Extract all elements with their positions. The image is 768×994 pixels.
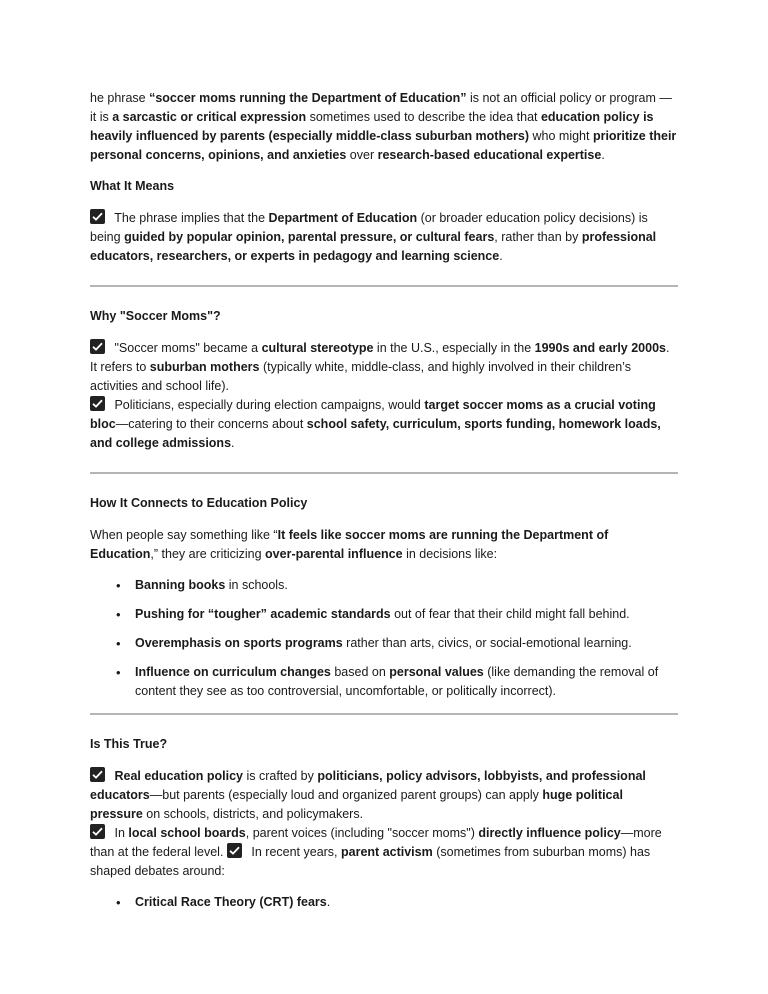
intro-paragraph (90, 89, 678, 165)
text: based on (330, 665, 390, 679)
bold-text: over-parental influence (265, 547, 403, 561)
text: on schools, districts, and policymakers. (142, 807, 364, 821)
check-mark-icon (90, 339, 105, 354)
why-soccer-moms-paragraph-2 (90, 396, 678, 453)
bold-text: personal values (389, 665, 484, 679)
bold-text: Pushing for “tougher” academic standards (135, 607, 391, 621)
text: in decisions like: (402, 547, 498, 561)
check-mark-icon (90, 824, 105, 839)
influence-list (90, 576, 678, 701)
divider (90, 285, 678, 287)
bold-text: Real education policy (111, 769, 243, 783)
bold-text: parent activism (341, 845, 433, 859)
debate-list (90, 893, 678, 912)
text: (or broader education policy decisions) is being (90, 211, 648, 244)
bold-text: “soccer moms running the Department of Education” (149, 91, 467, 105)
section-heading-what-it-means: What It Means (90, 179, 175, 193)
bold-text: research-based educational expertise (377, 148, 602, 162)
section-heading-why-soccer-moms: Why "Soccer Moms"? (90, 309, 221, 323)
text: is not an official policy or program — it is (90, 91, 672, 124)
text: rather than arts, civics, or social-emotional learning. (342, 636, 632, 650)
text: who might (529, 129, 593, 143)
text: ,” they are criticizing (150, 547, 266, 561)
section-heading-education-policy: How It Connects to Education Policy (90, 496, 308, 510)
is-this-true-paragraph-1 (90, 767, 678, 824)
bullet: • (116, 607, 121, 622)
bold-text: school safety, curriculum, sports funding, homework loads, and college admissions (90, 417, 661, 450)
text: (like demanding the removal of content they see as too controversial, uncomfortable, or politically incorrect). (135, 665, 659, 698)
education-policy-paragraph (90, 526, 678, 564)
text: When people say something like “ (90, 528, 278, 542)
is-this-true-paragraph-2 (90, 824, 678, 881)
text: The phrase implies that the (111, 211, 269, 225)
text: —more than at the federal level. (90, 826, 662, 859)
text: (typically white, middle-class, and highly involved in their children’s activities and school life). (90, 360, 631, 393)
what-it-means-paragraph (90, 209, 678, 266)
text: in the U.S., especially in the (373, 341, 535, 355)
text: out of fear that their child might fall behind. (390, 607, 630, 621)
text: "Soccer moms" became a (111, 341, 262, 355)
bold-text: prioritize their personal concerns, opinions, and anxieties (90, 129, 677, 162)
bold-text: It feels like soccer moms are running the Department of Education (90, 528, 609, 561)
bullet: • (116, 665, 121, 680)
section-heading-is-this-true: Is This True? (90, 737, 168, 751)
bold-text: local school boards (128, 826, 246, 840)
list-item (116, 893, 678, 912)
bold-text: education policy is heavily influenced by parents (especially middle-class suburban mothers) (90, 110, 654, 143)
text: in schools. (225, 578, 288, 592)
bold-text: cultural stereotype (261, 341, 374, 355)
text: . (499, 249, 503, 263)
list-item (116, 576, 678, 595)
bold-text: Department of Education (268, 211, 418, 225)
bold-text: directly influence policy (478, 826, 621, 840)
bold-text: professional educators, researchers, or experts in pedagogy and learning science (90, 230, 657, 263)
text: is crafted by (242, 769, 318, 783)
bold-text: huge political pressure (90, 788, 623, 821)
text: In (111, 826, 129, 840)
text: . (326, 895, 331, 909)
text: . (601, 148, 605, 162)
text: —but parents (especially loud and organized parent groups) can apply (149, 788, 543, 802)
text: (sometimes from suburban moms) has shaped debates around: (90, 845, 651, 878)
bold-text: a sarcastic or critical expression (112, 110, 307, 124)
list-item (116, 634, 678, 653)
bold-text: Influence on curriculum changes (135, 665, 331, 679)
divider (90, 472, 678, 474)
bullet: • (116, 578, 121, 593)
text: . It refers to (90, 341, 670, 374)
text: Politicians, especially during election campaigns, would (111, 398, 425, 412)
bold-text: guided by popular opinion, parental pressure, or cultural fears (124, 230, 495, 244)
bold-text: politicians, policy advisors, lobbyists, and professional educators (90, 769, 646, 802)
check-mark-icon (90, 767, 105, 782)
bold-text: Banning books (135, 578, 226, 592)
divider (90, 713, 678, 715)
text: , rather than by (494, 230, 582, 244)
text: he phrase (90, 91, 150, 105)
check-mark-icon (90, 396, 105, 411)
list-item (116, 663, 678, 701)
text: —catering to their concerns about (115, 417, 307, 431)
bold-text: 1990s and early 2000s (534, 341, 666, 355)
text: over (346, 148, 378, 162)
list-item (116, 605, 678, 624)
bold-text: Overemphasis on sports programs (135, 636, 343, 650)
bullet: • (116, 895, 121, 910)
bold-text: target soccer moms as a crucial voting bloc (90, 398, 656, 431)
text: , parent voices (including "soccer moms") (245, 826, 479, 840)
check-mark-icon (90, 209, 105, 224)
bullet: • (116, 636, 121, 651)
why-soccer-moms-paragraph-1 (90, 339, 678, 396)
bold-text: suburban mothers (149, 360, 260, 374)
text: sometimes used to describe the idea that (306, 110, 541, 124)
text: In recent years, (247, 845, 342, 859)
text: . (231, 436, 235, 450)
check-mark-icon (227, 843, 242, 858)
bold-text: Critical Race Theory (CRT) fears (135, 895, 327, 909)
